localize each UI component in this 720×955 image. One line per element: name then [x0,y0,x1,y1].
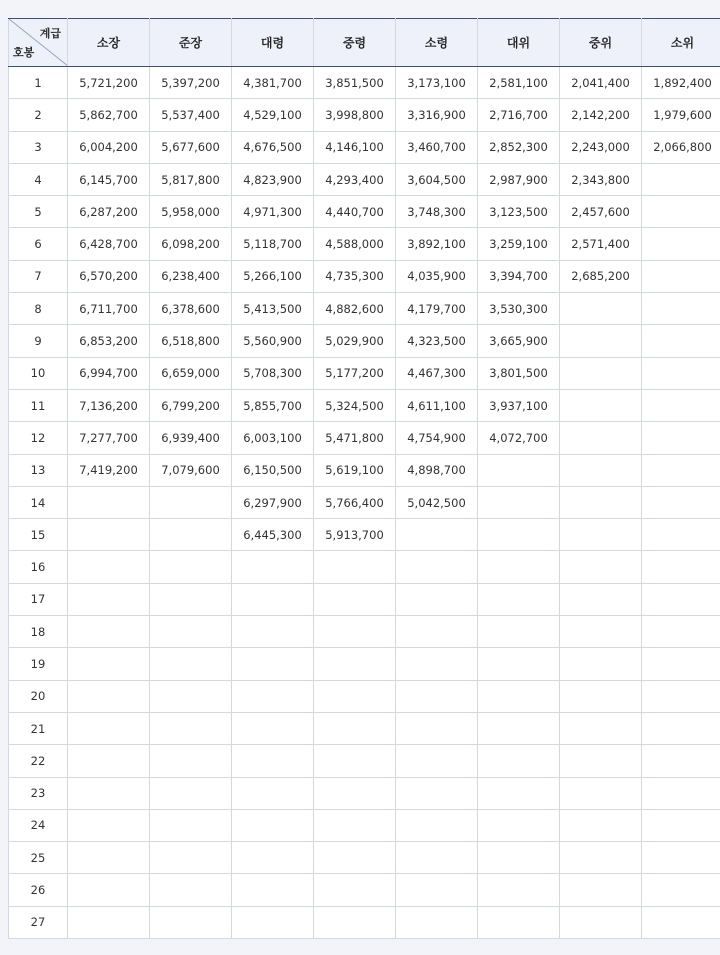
salary-cell: 2,852,300 [478,131,560,163]
salary-cell [560,293,642,325]
step-number-cell: 26 [9,874,68,906]
salary-cell [396,906,478,938]
salary-cell [642,712,720,744]
salary-cell [396,874,478,906]
salary-cell: 2,581,100 [478,67,560,99]
salary-cell [478,454,560,486]
salary-cell [560,454,642,486]
salary-cell [150,486,232,518]
salary-cell: 3,460,700 [396,131,478,163]
table-row [9,551,720,583]
step-number-cell: 14 [9,486,68,518]
salary-cell [642,519,720,551]
salary-cell [478,745,560,777]
salary-cell [68,745,150,777]
salary-cell: 4,882,600 [314,293,396,325]
salary-cell [560,519,642,551]
salary-cell [642,422,720,454]
salary-cell: 2,243,000 [560,131,642,163]
salary-cell [68,486,150,518]
salary-cell [478,777,560,809]
salary-cell: 4,754,900 [396,422,478,454]
salary-cell [478,583,560,615]
step-number-cell: 16 [9,551,68,583]
salary-cell: 6,287,200 [68,196,150,228]
salary-cell: 6,238,400 [150,260,232,292]
salary-cell [68,906,150,938]
salary-cell [478,809,560,841]
salary-cell: 6,428,700 [68,228,150,260]
salary-cell [314,648,396,680]
step-number-cell: 25 [9,842,68,874]
salary-cell: 7,277,700 [68,422,150,454]
salary-cell [150,551,232,583]
salary-cell: 5,266,100 [232,260,314,292]
salary-cell: 5,118,700 [232,228,314,260]
table-row [9,260,720,292]
salary-cell [232,809,314,841]
table-row [9,325,720,357]
salary-cell [560,616,642,648]
salary-cell [68,616,150,648]
step-number-cell: 7 [9,260,68,292]
step-number-cell: 10 [9,357,68,389]
salary-cell: 6,853,200 [68,325,150,357]
salary-cell: 2,716,700 [478,99,560,131]
salary-cell: 4,035,900 [396,260,478,292]
salary-cell [642,260,720,292]
salary-cell: 4,293,400 [314,163,396,195]
salary-cell: 6,003,100 [232,422,314,454]
table-row [9,777,720,809]
salary-cell [314,777,396,809]
salary-cell: 5,855,700 [232,389,314,421]
salary-cell [68,777,150,809]
salary-cell: 5,958,000 [150,196,232,228]
table-row [9,616,720,648]
table-row [9,99,720,131]
salary-cell [396,519,478,551]
salary-cell [642,680,720,712]
salary-cell: 3,937,100 [478,389,560,421]
table-row [9,486,720,518]
salary-cell: 6,378,600 [150,293,232,325]
salary-cell: 4,179,700 [396,293,478,325]
salary-cell [642,357,720,389]
salary-cell: 5,721,200 [68,67,150,99]
step-number-cell: 18 [9,616,68,648]
rank-header: 대위 [478,19,560,67]
step-number-cell: 11 [9,389,68,421]
rank-header: 중령 [314,19,396,67]
salary-cell: 4,588,000 [314,228,396,260]
salary-cell: 6,150,500 [232,454,314,486]
salary-cell: 4,467,300 [396,357,478,389]
salary-cell: 6,799,200 [150,389,232,421]
step-number-cell: 24 [9,809,68,841]
salary-cell: 5,413,500 [232,293,314,325]
salary-cell [314,874,396,906]
salary-cell: 4,735,300 [314,260,396,292]
table-row [9,680,720,712]
step-number-cell: 19 [9,648,68,680]
salary-cell: 4,529,100 [232,99,314,131]
salary-cell [232,745,314,777]
salary-cell: 6,518,800 [150,325,232,357]
salary-cell [642,228,720,260]
salary-cell [642,389,720,421]
salary-cell: 5,471,800 [314,422,396,454]
salary-cell [68,712,150,744]
table-row [9,874,720,906]
salary-cell [560,712,642,744]
rank-header: 소령 [396,19,478,67]
salary-cell: 4,971,300 [232,196,314,228]
salary-cell [396,616,478,648]
salary-cell [560,325,642,357]
salary-cell [560,422,642,454]
salary-cell [68,648,150,680]
salary-cell [642,486,720,518]
salary-cell [232,551,314,583]
step-number-cell: 15 [9,519,68,551]
table-row [9,712,720,744]
salary-cell [150,712,232,744]
salary-cell [68,842,150,874]
salary-cell [232,712,314,744]
table-row [9,422,720,454]
salary-cell [642,325,720,357]
salary-cell [642,454,720,486]
step-number-cell: 5 [9,196,68,228]
salary-cell [560,906,642,938]
step-number-cell: 8 [9,293,68,325]
table-row [9,745,720,777]
salary-cell [478,616,560,648]
salary-cell [478,551,560,583]
salary-cell: 4,146,100 [314,131,396,163]
salary-cell [232,777,314,809]
salary-cell: 5,042,500 [396,486,478,518]
table-row [9,906,720,938]
salary-cell: 5,619,100 [314,454,396,486]
salary-cell [68,874,150,906]
table-row [9,454,720,486]
salary-cell [478,486,560,518]
salary-cell [396,809,478,841]
grade-axis-label: 계급 [39,27,61,40]
salary-cell [396,745,478,777]
table-row [9,163,720,195]
rank-header: 소장 [68,19,150,67]
salary-cell [642,809,720,841]
salary-cell: 3,851,500 [314,67,396,99]
salary-cell [560,842,642,874]
salary-cell [150,648,232,680]
salary-cell: 3,259,100 [478,228,560,260]
salary-cell [642,196,720,228]
salary-cell [478,906,560,938]
salary-cell: 6,098,200 [150,228,232,260]
salary-cell [560,551,642,583]
salary-cell: 4,823,900 [232,163,314,195]
salary-cell: 3,892,100 [396,228,478,260]
salary-cell [478,842,560,874]
salary-cell [396,777,478,809]
salary-cell [642,293,720,325]
rank-header: 소위 [642,19,720,67]
salary-cell [150,906,232,938]
step-number-cell: 21 [9,712,68,744]
salary-cell: 6,994,700 [68,357,150,389]
salary-cell: 3,998,800 [314,99,396,131]
salary-cell [150,680,232,712]
salary-cell: 1,979,600 [642,99,720,131]
table-row [9,131,720,163]
salary-cell: 5,397,200 [150,67,232,99]
header-row [9,19,720,67]
step-number-cell: 13 [9,454,68,486]
table-row [9,583,720,615]
salary-cell: 5,817,800 [150,163,232,195]
salary-cell [150,745,232,777]
salary-cell [68,551,150,583]
salary-cell [150,809,232,841]
salary-cell [314,551,396,583]
table-row [9,519,720,551]
table-body [9,67,720,939]
salary-cell [560,648,642,680]
salary-cell: 3,123,500 [478,196,560,228]
salary-cell: 5,560,900 [232,325,314,357]
salary-cell [68,519,150,551]
salary-cell [232,583,314,615]
salary-cell: 4,381,700 [232,67,314,99]
salary-cell: 2,685,200 [560,260,642,292]
salary-cell: 4,072,700 [478,422,560,454]
salary-cell [560,745,642,777]
salary-cell [642,583,720,615]
salary-cell: 3,173,100 [396,67,478,99]
salary-cell [642,906,720,938]
salary-cell [314,906,396,938]
salary-cell: 5,537,400 [150,99,232,131]
salary-cell [560,357,642,389]
salary-cell [642,648,720,680]
salary-cell [314,745,396,777]
salary-table-container [8,18,720,939]
salary-cell [396,842,478,874]
corner-header [9,19,68,67]
salary-cell: 7,419,200 [68,454,150,486]
salary-cell [560,583,642,615]
salary-cell: 6,445,300 [232,519,314,551]
step-number-cell: 6 [9,228,68,260]
salary-cell [478,874,560,906]
step-number-cell: 3 [9,131,68,163]
salary-cell [68,680,150,712]
salary-cell: 6,939,400 [150,422,232,454]
rank-header: 준장 [150,19,232,67]
salary-cell [314,680,396,712]
salary-cell: 7,136,200 [68,389,150,421]
rank-header: 중위 [560,19,642,67]
salary-cell [478,648,560,680]
salary-cell: 5,862,700 [68,99,150,131]
salary-cell [642,616,720,648]
step-number-cell: 9 [9,325,68,357]
salary-cell [232,842,314,874]
salary-cell [314,809,396,841]
salary-cell [314,616,396,648]
salary-cell [150,777,232,809]
salary-cell [642,842,720,874]
salary-cell: 5,766,400 [314,486,396,518]
salary-cell: 3,394,700 [478,260,560,292]
step-number-cell: 1 [9,67,68,99]
salary-cell: 6,145,700 [68,163,150,195]
salary-cell [150,842,232,874]
salary-cell: 4,440,700 [314,196,396,228]
salary-cell: 6,659,000 [150,357,232,389]
table-row [9,809,720,841]
salary-cell [396,712,478,744]
salary-cell: 5,708,300 [232,357,314,389]
salary-cell [396,583,478,615]
step-number-cell: 4 [9,163,68,195]
salary-cell: 3,665,900 [478,325,560,357]
salary-cell [314,712,396,744]
step-axis-label: 호봉 [13,46,35,59]
step-number-cell: 22 [9,745,68,777]
salary-cell: 3,316,900 [396,99,478,131]
salary-cell [642,745,720,777]
salary-cell [232,648,314,680]
salary-cell: 4,898,700 [396,454,478,486]
salary-cell: 3,530,300 [478,293,560,325]
salary-cell [396,680,478,712]
table-row [9,196,720,228]
salary-cell [478,519,560,551]
salary-cell: 3,748,300 [396,196,478,228]
salary-cell [560,486,642,518]
salary-cell [560,809,642,841]
step-number-cell: 20 [9,680,68,712]
salary-cell [560,389,642,421]
salary-cell: 2,457,600 [560,196,642,228]
salary-cell [560,777,642,809]
salary-cell: 3,604,500 [396,163,478,195]
salary-cell [396,551,478,583]
salary-table [8,18,720,939]
salary-cell [150,519,232,551]
salary-cell [642,551,720,583]
step-number-cell: 17 [9,583,68,615]
salary-cell [232,906,314,938]
salary-cell [150,583,232,615]
salary-cell: 1,892,400 [642,67,720,99]
rank-header: 대령 [232,19,314,67]
salary-cell: 6,297,900 [232,486,314,518]
salary-cell: 2,571,400 [560,228,642,260]
salary-cell: 4,676,500 [232,131,314,163]
salary-cell: 3,801,500 [478,357,560,389]
salary-cell: 5,677,600 [150,131,232,163]
salary-cell: 4,323,500 [396,325,478,357]
table-row [9,648,720,680]
salary-cell [314,583,396,615]
step-number-cell: 2 [9,99,68,131]
salary-cell [396,648,478,680]
salary-cell: 5,029,900 [314,325,396,357]
salary-cell [560,874,642,906]
table-row [9,357,720,389]
salary-cell: 2,041,400 [560,67,642,99]
salary-cell: 5,324,500 [314,389,396,421]
salary-cell [478,680,560,712]
salary-cell [560,680,642,712]
step-number-cell: 23 [9,777,68,809]
salary-cell [642,163,720,195]
salary-cell [150,874,232,906]
salary-cell: 2,142,200 [560,99,642,131]
salary-cell: 5,913,700 [314,519,396,551]
salary-cell: 2,987,900 [478,163,560,195]
salary-cell: 6,711,700 [68,293,150,325]
salary-cell [232,616,314,648]
salary-cell: 2,343,800 [560,163,642,195]
salary-cell: 4,611,100 [396,389,478,421]
salary-cell: 5,177,200 [314,357,396,389]
salary-cell [642,777,720,809]
table-row [9,67,720,99]
salary-cell [68,583,150,615]
salary-cell [478,712,560,744]
salary-cell [68,809,150,841]
step-number-cell: 27 [9,906,68,938]
table-row [9,293,720,325]
salary-cell [642,874,720,906]
step-number-cell: 12 [9,422,68,454]
table-row [9,842,720,874]
salary-cell: 6,570,200 [68,260,150,292]
salary-cell: 2,066,800 [642,131,720,163]
salary-cell: 6,004,200 [68,131,150,163]
salary-cell: 7,079,600 [150,454,232,486]
salary-cell [232,680,314,712]
salary-cell [150,616,232,648]
salary-cell [314,842,396,874]
salary-cell [232,874,314,906]
table-row [9,389,720,421]
table-row [9,228,720,260]
